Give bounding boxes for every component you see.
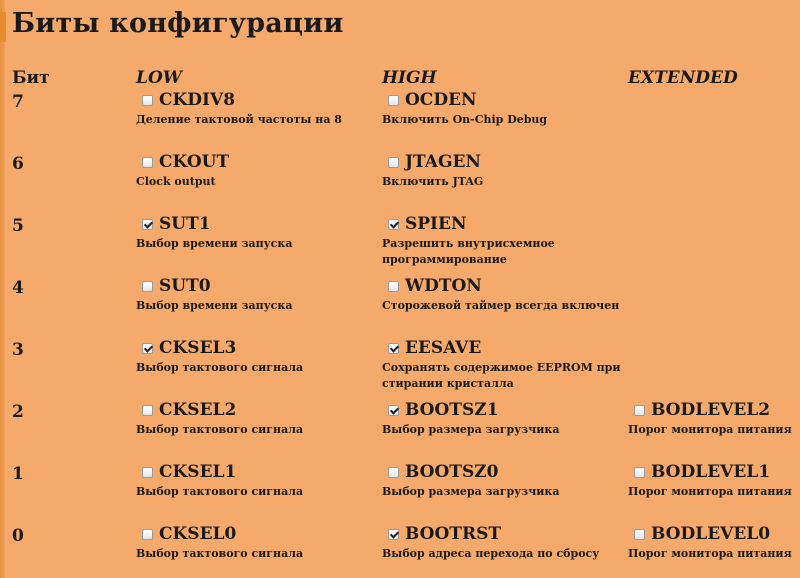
fuse-checkbox[interactable] [634, 405, 645, 416]
fuse-checkbox[interactable] [142, 95, 153, 106]
title-accent [0, 12, 6, 42]
bit-number: 4 [12, 278, 24, 298]
fuse-low-cell [136, 400, 361, 438]
left-accent-bar [0, 0, 5, 578]
fuse-checkbox-label[interactable] [382, 400, 607, 420]
fuse-description: Сохранять содержимое EEPROM при стирании кристалла [382, 361, 621, 390]
fuse-checkbox[interactable] [388, 529, 399, 540]
fuse-name: JTAGEN [405, 152, 481, 172]
fuse-description: Порог монитора питания [628, 423, 792, 436]
fuse-name: SUT1 [159, 214, 211, 234]
fuse-description: Выбор тактового сигнала [136, 547, 304, 560]
column-header-extended: EXTENDED [628, 68, 738, 88]
fuse-low-cell [136, 524, 361, 562]
fuse-description: Выбор размера загрузчика [382, 485, 560, 498]
fuse-checkbox-label[interactable] [382, 462, 607, 482]
fuse-high-cell [382, 400, 607, 438]
fuse-description: Выбор тактового сигнала [136, 423, 304, 436]
fuse-low-cell [136, 462, 361, 500]
fuse-description: Выбор времени запуска [136, 299, 293, 312]
fuse-high-cell [382, 152, 607, 190]
bit-number: 5 [12, 216, 24, 236]
fuse-low-cell [136, 276, 361, 314]
fuse-checkbox-label[interactable] [382, 524, 607, 544]
fuse-checkbox-label[interactable] [136, 400, 361, 420]
fuse-description: Порог монитора питания [628, 485, 792, 498]
bit-number: 7 [12, 92, 24, 112]
fuse-checkbox[interactable] [388, 157, 399, 168]
fuse-checkbox[interactable] [142, 343, 153, 354]
fuse-description: Выбор тактового сигнала [136, 485, 304, 498]
fuse-checkbox-label[interactable] [136, 338, 361, 358]
fuse-description: Включить JTAG [382, 175, 484, 188]
fuse-checkbox-label[interactable] [382, 276, 607, 296]
fuse-checkbox[interactable] [142, 467, 153, 478]
bit-number: 3 [12, 340, 24, 360]
fuse-high-cell [382, 338, 621, 392]
fuse-checkbox[interactable] [142, 219, 153, 230]
fuse-extended-cell [628, 462, 800, 500]
fuse-description: Деление тактовой частоты на 8 [136, 113, 342, 126]
fuse-description: Выбор адреса перехода по сбросу [382, 547, 600, 560]
fuse-high-cell [382, 276, 620, 314]
fuse-name: BODLEVEL1 [651, 462, 771, 482]
fuse-description: Разрешить внутрисхемное программирование [382, 237, 555, 266]
fuse-name: CKSEL0 [159, 524, 237, 544]
fuse-name: SPIEN [405, 214, 467, 234]
fuse-high-cell [382, 214, 607, 268]
fuse-description: Порог монитора питания [628, 547, 792, 560]
fuse-high-cell [382, 90, 607, 128]
fuse-checkbox-label[interactable] [136, 214, 361, 234]
fuse-checkbox-label[interactable] [382, 214, 607, 234]
fuse-extended-cell [628, 524, 800, 562]
fuse-name: BOOTSZ0 [405, 462, 499, 482]
fuse-description: Сторожевой таймер всегда включен [382, 299, 620, 312]
fuse-checkbox[interactable] [142, 281, 153, 292]
fuse-name: OCDEN [405, 90, 477, 110]
fuse-name: BODLEVEL0 [651, 524, 771, 544]
fuse-high-cell [382, 462, 607, 500]
fuse-checkbox[interactable] [142, 157, 153, 168]
column-header-high: HIGH [382, 68, 437, 88]
bit-number: 1 [12, 464, 24, 484]
fuse-checkbox[interactable] [388, 405, 399, 416]
fuse-name: BOOTSZ1 [405, 400, 499, 420]
fuse-name: SUT0 [159, 276, 211, 296]
fuse-checkbox[interactable] [388, 343, 399, 354]
fuse-checkbox[interactable] [634, 529, 645, 540]
fuse-name: CKSEL3 [159, 338, 237, 358]
fuse-checkbox-label[interactable] [382, 338, 607, 358]
fuse-checkbox[interactable] [634, 467, 645, 478]
fuse-name: BODLEVEL2 [651, 400, 771, 420]
bit-number: 6 [12, 154, 24, 174]
fuse-checkbox-label[interactable] [136, 462, 361, 482]
fuse-name: EESAVE [405, 338, 482, 358]
fuse-low-cell [136, 90, 361, 128]
fuse-checkbox-label[interactable] [628, 524, 800, 544]
fuse-checkbox-label[interactable] [136, 524, 361, 544]
fuse-checkbox[interactable] [142, 405, 153, 416]
fuse-name: WDTON [405, 276, 482, 296]
fuse-checkbox-label[interactable] [136, 90, 361, 110]
fuse-description: Выбор размера загрузчика [382, 423, 560, 436]
fuse-description: Выбор тактового сигнала [136, 361, 304, 374]
fuse-checkbox-label[interactable] [382, 152, 607, 172]
fuse-low-cell [136, 214, 361, 252]
fuse-high-cell [382, 524, 607, 562]
fuse-checkbox[interactable] [388, 467, 399, 478]
fuse-checkbox[interactable] [388, 281, 399, 292]
fuse-description: Clock output [136, 175, 216, 188]
column-header-low: LOW [136, 68, 182, 88]
fuse-name: CKOUT [159, 152, 230, 172]
bit-number: 2 [12, 402, 24, 422]
fuse-name: CKSEL1 [159, 462, 237, 482]
fuse-extended-cell [628, 400, 800, 438]
column-header-bit: Бит [12, 68, 50, 88]
fuse-name: CKSEL2 [159, 400, 237, 420]
page-title: Биты конфигурации [12, 8, 344, 39]
fuse-name: CKDIV8 [159, 90, 236, 110]
fuse-checkbox[interactable] [388, 95, 399, 106]
fuse-name: BOOTRST [405, 524, 502, 544]
fuse-checkbox-label[interactable] [382, 90, 607, 110]
fuse-checkbox[interactable] [142, 529, 153, 540]
fuse-checkbox-label[interactable] [628, 462, 800, 482]
fuse-checkbox-label[interactable] [136, 276, 361, 296]
fuse-checkbox-label[interactable] [628, 400, 800, 420]
fuse-low-cell [136, 338, 361, 376]
fuse-low-cell [136, 152, 361, 190]
fuse-description: Выбор времени запуска [136, 237, 293, 250]
fuse-checkbox-label[interactable] [136, 152, 361, 172]
fuse-description: Включить On-Chip Debug [382, 113, 548, 126]
fuse-checkbox[interactable] [388, 219, 399, 230]
bit-number: 0 [12, 526, 24, 546]
